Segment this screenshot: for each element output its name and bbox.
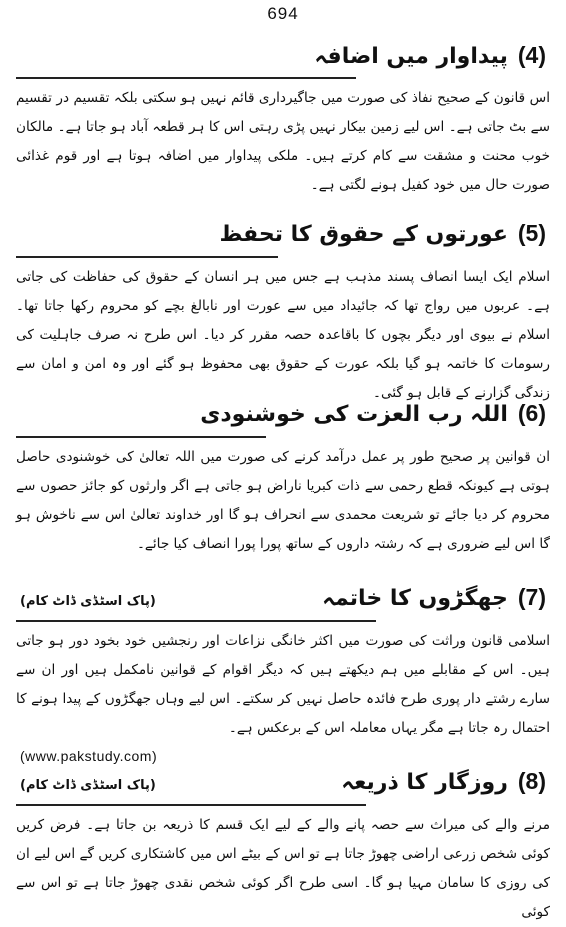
section-4 — [0, 40, 566, 193]
section-8 — [0, 766, 566, 920]
section-title-text: پیداوار میں اضافہ — [314, 44, 508, 69]
heading-underline — [16, 804, 366, 806]
section-title — [314, 42, 546, 69]
section-heading — [0, 40, 566, 80]
section-7 — [0, 582, 566, 736]
heading-underline — [16, 620, 376, 622]
section-title-text: جھگڑوں کا خاتمہ — [322, 586, 508, 611]
url-watermark: (www.pakstudy.com) — [20, 748, 158, 764]
section-heading — [0, 218, 566, 258]
section-title — [322, 584, 546, 611]
section-title-text: اللہ رب العزت کی خوشنودی — [200, 402, 508, 427]
section-body: اسلامی قانون وراثت کی صورت میں اکثر خانگی نزاعات اور رنجشیں خود بخود دور ہو جاتی ہیں۔ اس کے مقابلے میں ہم دیکھتے ہیں کہ دیگر اقوام کے قوانین نامکمل ہیں اور ان سے سارے رشتے دار پوری طرح فائدہ حاصل نہیں کر سکتے۔ اس لیے وہاں جھگڑوں کے پیدا ہونے کا احتمال رہ جاتا ہے مگر یہاں معاملہ اس کے برعکس ہے۔ — [16, 633, 550, 736]
section-body: ان قوانین پر صحیح طور پر عمل درآمد کرنے کی صورت میں اللہ تعالیٰ کی خوشنودی حاصل ہوتی ہے کیونکہ قطع رحمی سے ذات کبریا ناراض ہو جاتی ہے اگر وارثوں کو جائز حصوں سے محروم کر دیا جائے تو شریعت محمدی سے انحراف ہو گا اور خداوند تعالیٰ اس سے ناخوش ہو گا اس لیے ضروری ہے کہ رشتہ داروں کے ساتھ پورا پورا انصاف کیا جائے۔ — [16, 449, 550, 552]
site-watermark: (پاک اسٹڈی ڈاٹ کام) — [20, 778, 156, 793]
section-number: (6) — [517, 400, 546, 426]
section-5 — [0, 218, 566, 401]
page-number: 694 — [267, 4, 299, 23]
section-title-text: روزگار کا ذریعہ — [341, 770, 508, 795]
section-title — [200, 400, 546, 427]
section-6 — [0, 398, 566, 552]
section-title-text: عورتوں کے حقوق کا تحفظ — [219, 222, 508, 247]
heading-underline — [16, 256, 278, 258]
section-body: اس قانون کے صحیح نفاذ کی صورت میں جاگیرداری قائم نہیں ہو سکتی بلکہ تقسیم در تقسیم سے بٹ جاتی ہے۔ اس لیے زمین بیکار نہیں پڑی رہتی اس کا ہر قطعہ آباد ہو جاتا ہے۔ مالکان خوب محنت و مشقت سے کام کرتے ہیں۔ ملکی پیداوار میں اضافہ ہوتا ہے اور قوم غذائی صورت حال میں خود کفیل ہونے لگتی ہے۔ — [16, 90, 550, 193]
section-title — [220, 220, 547, 247]
heading-underline — [16, 436, 266, 438]
heading-underline — [16, 77, 356, 79]
section-number: (5) — [517, 220, 546, 246]
section-body: اسلام ایک ایسا انصاف پسند مذہب ہے جس میں ہر انسان کے حقوق کی حفاظت کی جاتی ہے۔ عربوں میں رواج تھا کہ جائیداد میں سے عورت اور نابالغ بچے کو محروم رکھا جاتا تھا۔ اسلام نے بیوی اور دیگر بچوں کا باقاعدہ حصہ مقرر کر دیا۔ اس طرح نہ صرف جاہلیت کی رسومات کا خاتمہ ہو گیا بلکہ عورت کے حقوق بھی محفوظ ہو گئے اور وہ امن و امان سے زندگی گزارنے کے قابل ہو گئی۔ — [16, 269, 550, 401]
section-body: مرنے والے کی میراث سے حصہ پانے والے کے لیے ایک قسم کا ذریعہ بن جاتا ہے۔ فرض کریں کوئی شخص زرعی اراضی چھوڑ جاتا ہے تو اس کے بیٹے اس میں کاشتکاری کریں گے اس لیے ان کی روزی کا سامان مہیا ہو گا۔ اسی طرح اگر کوئی شخص نقدی چھوڑ جاتا ہے تو اس سے کوئی — [16, 817, 550, 920]
site-watermark: (پاک اسٹڈی ڈاٹ کام) — [20, 594, 156, 609]
section-title — [341, 768, 546, 795]
section-number: (8) — [517, 768, 546, 794]
section-number: (7) — [517, 584, 546, 610]
section-number: (4) — [517, 42, 546, 68]
section-heading — [0, 398, 566, 438]
